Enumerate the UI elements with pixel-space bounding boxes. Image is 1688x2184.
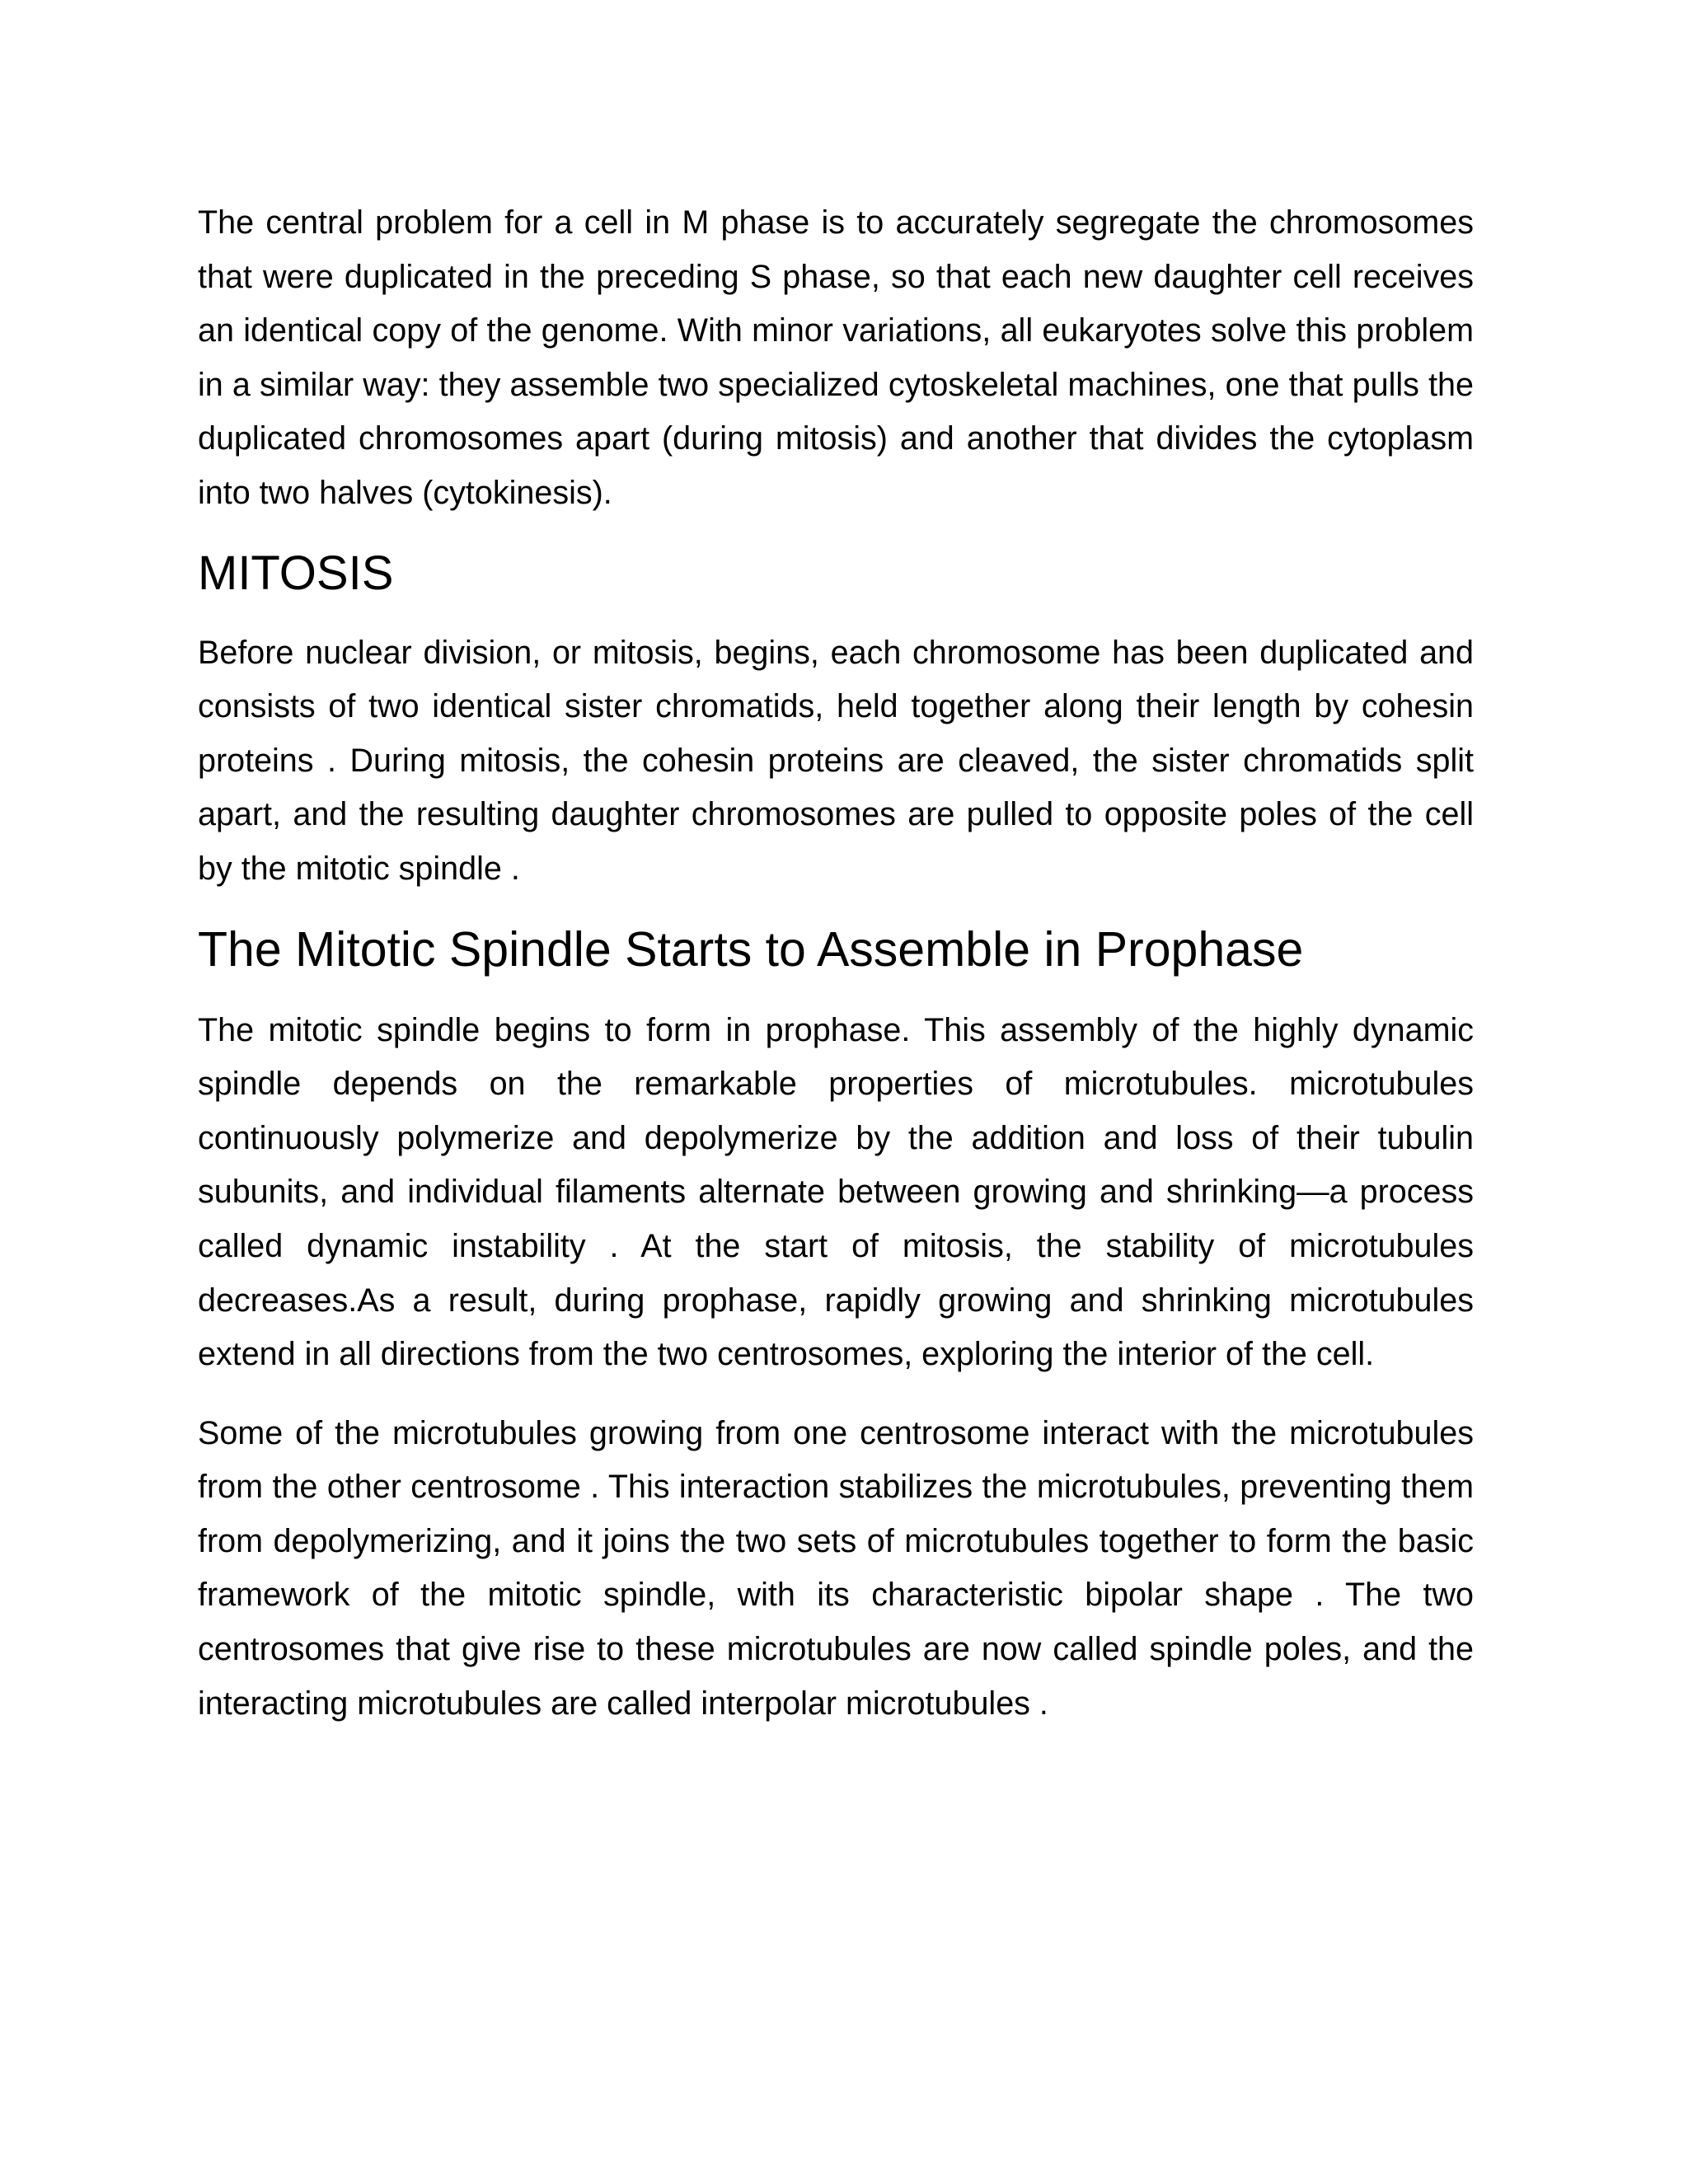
mitosis-heading: MITOSIS [198, 546, 394, 600]
spindle-paragraph-1: The mitotic spindle begins to form in prophase. This assembly of the highly dynamic spindle depends on the remarkable properties of microtubules. microtubules continuously polymerize and depolymerize by the addition and loss of their tubulin subunits, and individual filaments alternate between growing and shrinking—a process called dynamic instability . At the start of mitosis, the stability of microtubules decreases.As a result, during prophase, rapidly growing and shrinking microtubules extend in all directions from the two centrosomes, exploring the interior of the cell. [198, 1011, 1474, 1373]
intro-paragraph: The central problem for a cell in M phase is to accurately segregate the chromosomes that were duplicated in the preceding S phase, so that each new daughter cell receives an identical copy of the genome. With minor variations, all eukaryotes solve this problem in a similar way: they assemble two specialized cytoskeletal machines, one that pulls the duplicated chromosomes apart (during mitosis) and another that divides the cytoplasm into two halves (cytokinesis). [198, 204, 1474, 511]
document-body [198, 196, 1474, 1731]
spindle-paragraph-2: Some of the microtubules growing from one centrosome interact with the microtubules from the other centrosome . This interaction stabilizes the microtubules, preventing them from depolymerizing, and it joins the two sets of microtubules together to form the basic framework of the mitotic spindle, with its characteristic bipolar shape . The two centrosomes that give rise to these microtubules are now called spindle poles, and the interacting microtubules are called interpolar microtubules . [198, 1414, 1474, 1722]
mitosis-paragraph: Before nuclear division, or mitosis, begins, each chromosome has been duplicated and consists of two identical sister chromatids, held together along their length by cohesin proteins . During mitosis, the cohesin proteins are cleaved, the sister chromatids split apart, and the resulting daughter chromosomes are pulled to opposite poles of the cell by the mitotic spindle . [198, 634, 1474, 887]
spindle-heading: The Mitotic Spindle Starts to Assemble in Prophase [198, 921, 1304, 977]
